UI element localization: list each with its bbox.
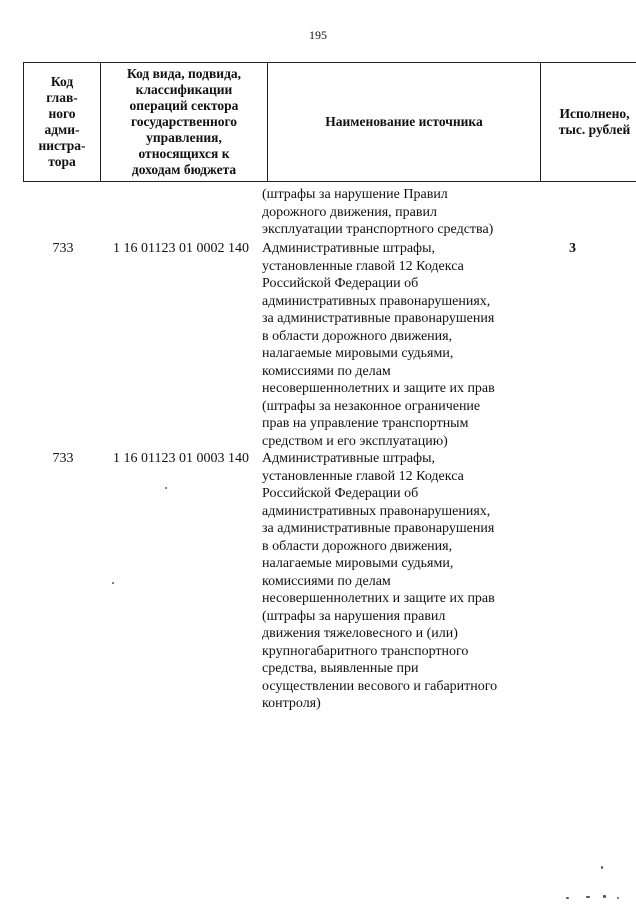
header-classification-line: классификации	[135, 82, 233, 97]
page-number: 195	[309, 28, 327, 42]
classification-code-cell: 1 16 01123 01 0002 140	[113, 241, 249, 256]
header-classification-line: Код вида, подвида,	[126, 66, 242, 81]
source-name-line: за административные правонарушения	[262, 521, 495, 536]
continued-line: эксплуатации транспортного средства)	[262, 222, 494, 237]
source-name-line: налагаемые мировыми судьями,	[262, 556, 454, 571]
source-name-line: Российской Федерации об	[262, 276, 419, 291]
header-admin-code-line: тора	[48, 154, 76, 169]
header-admin-code-line: адми-	[44, 122, 80, 137]
scan-speck	[601, 866, 603, 869]
header-admin-code-line: глав-	[46, 90, 78, 105]
scan-speck	[566, 897, 569, 899]
header-source-name: Наименование источника	[268, 63, 541, 182]
header-admin-code-line: Код	[50, 74, 74, 89]
header-classification-code	[101, 63, 268, 182]
admin-code-cell: 733	[52, 241, 74, 256]
source-name-line: налагаемые мировыми судьями,	[262, 346, 454, 361]
header-classification-line: операций сектора	[129, 98, 239, 113]
table-header	[23, 62, 636, 182]
header-classification-line: государственного	[130, 114, 238, 129]
source-name-line: административных правонарушениях,	[262, 293, 491, 309]
source-name-line: несовершеннолетних и защите их прав	[262, 381, 495, 396]
admin-code-cell: 733	[52, 451, 74, 466]
source-name-line: средством и его эксплуатацию)	[262, 433, 448, 449]
source-name-line: в области дорожного движения,	[262, 328, 453, 344]
continued-source-name	[262, 186, 532, 239]
amount-cell: 3	[569, 241, 576, 256]
source-name-line: в области дорожного движения,	[262, 538, 453, 554]
source-name-line: крупногабаритного транспортного	[262, 643, 469, 659]
source-name-line: Российской Федерации об	[262, 486, 419, 501]
source-name-line: за административные правонарушения	[262, 311, 495, 326]
source-name-line: Административные штрафы,	[262, 241, 436, 256]
source-name-cell	[262, 450, 532, 713]
scan-speck	[617, 897, 619, 899]
source-name-line: Административные штрафы,	[262, 451, 436, 466]
source-name-line: контроля)	[262, 696, 321, 711]
scan-speck	[586, 896, 590, 898]
source-name-line: комиссиями по делам	[262, 363, 391, 379]
source-name-line: (штрафы за нарушения правил	[262, 608, 446, 624]
source-name-line: движения тяжеловесного и (или)	[262, 626, 458, 641]
header-executed	[541, 63, 636, 182]
header-admin-code	[24, 63, 101, 182]
source-name-cell	[262, 240, 532, 450]
header-executed-line: тыс. рублей	[558, 122, 631, 137]
header-admin-code-line: нистра-	[38, 138, 86, 153]
header-classification-line: доходам бюджета	[131, 162, 237, 177]
continued-line: дорожного движения, правил	[262, 204, 437, 220]
source-name-line: административных правонарушениях,	[262, 503, 491, 519]
source-name-line: прав на управление транспортным	[262, 416, 469, 431]
continued-line: (штрафы за нарушение Правил	[262, 187, 448, 202]
scan-speck	[603, 895, 606, 898]
source-name-line: установленные главой 12 Кодекса	[262, 468, 464, 484]
source-name-line: несовершеннолетних и защите их прав	[262, 591, 495, 606]
header-admin-code-line: ного	[48, 106, 76, 121]
source-name-line: осуществлении весового и габаритного	[262, 678, 498, 694]
classification-code-cell: 1 16 01123 01 0003 140	[113, 451, 249, 466]
source-name-line: установленные главой 12 Кодекса	[262, 258, 464, 274]
scan-speck	[165, 487, 167, 489]
scan-speck	[112, 582, 114, 584]
header-executed-line: Исполнено,	[559, 106, 630, 121]
source-name-line: (штрафы за незаконное ограничение	[262, 398, 481, 414]
source-name-line: комиссиями по делам	[262, 573, 391, 589]
header-classification-line: относящихся к	[138, 146, 230, 161]
header-classification-line: управления,	[146, 130, 222, 145]
source-name-line: средства, выявленные при	[262, 661, 419, 676]
